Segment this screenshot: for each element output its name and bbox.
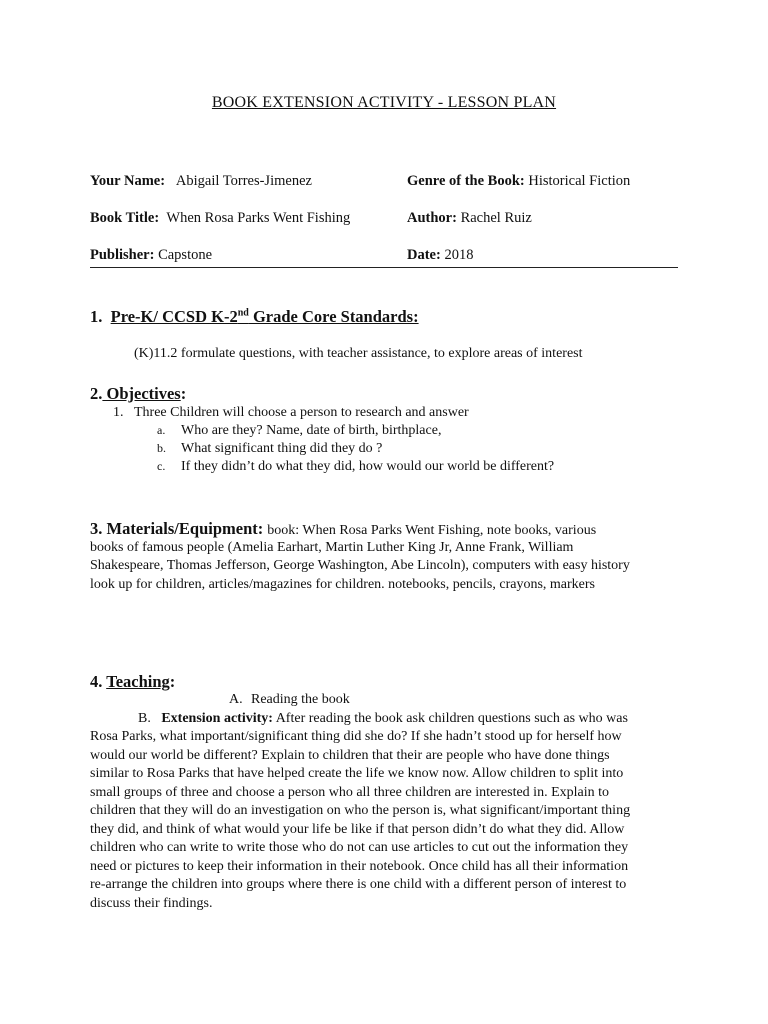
publisher-value: Capstone [158,247,213,263]
section1-title-pre: Pre-K/ CCSD K-2 [110,307,238,326]
book-title-field [90,210,350,227]
teaching-item-b-first-line [138,711,628,727]
extension-line-10: re-arrange the children into groups where there is one child with a different person of interest to [90,877,627,892]
header-divider [90,267,678,268]
extension-line-3: would our world be different? Explain to children that their are people who have done things [90,748,610,763]
author-label: Author: [407,210,457,226]
subitem-text: Who are they? Name, date of birth, birthplace, [181,423,442,438]
your-name-value: Abigail Torres-Jimenez [175,173,312,189]
section4-number: 4. [90,672,107,691]
extension-activity-label: Extension activity: [161,711,273,726]
objective-subitem-b [157,441,382,457]
section1-heading [90,307,419,327]
teaching-item-a-text: Reading the book [251,692,350,707]
materials-line-3: Shakespeare, Thomas Jefferson, George Washington, Abe Lincoln), computers with easy history [90,558,630,573]
section3-first-line [90,519,596,539]
extension-line-11: discuss their findings. [90,896,213,911]
extension-line-8: children who can write to write those who do not can use articles to cut out the information they [90,840,629,855]
section1-title [111,307,419,326]
objective-item-1 [113,405,469,421]
materials-line-1: book: When Rosa Parks Went Fishing, note books, various [267,523,597,538]
teaching-item-b-marker: B. [138,711,151,726]
subitem-text: What significant thing did they do ? [181,441,383,456]
publisher-field [90,247,212,264]
subitem-marker: b. [157,441,166,455]
your-name-label: Your Name: [90,173,166,189]
section4-colon: : [169,672,176,691]
section1-title-post: Grade Core Standards: [248,307,419,326]
section1-number: 1. [90,307,103,326]
extension-line-6: children that they will do an investigation on who the person is, what significant/important thing [90,803,631,818]
extension-line-1: After reading the book ask children questions such as who was [275,711,628,726]
extension-line-5: small groups of three and choose a person who all three children are interested in. Explain to [90,785,609,800]
section3-heading: 3. Materials/Equipment: [90,519,264,538]
objective-subitem-a [157,423,441,439]
date-label: Date: [407,247,441,263]
book-title-value: When Rosa Parks Went Fishing [166,210,351,226]
section2-number: 2. [90,384,103,403]
extension-line-2: Rosa Parks, what important/significant thing did she do? If she hadn’t stood up for herself how [90,729,622,744]
section1-standard-text: (K)11.2 formulate questions, with teacher assistance, to explore areas of interest [134,346,583,361]
section2-title: Objectives [102,384,181,403]
objective-subitem-c [157,459,554,475]
section1-title-sup: nd [237,307,249,319]
subitem-text: If they didn’t do what they did, how would our world be different? [181,459,555,474]
document-title: BOOK EXTENSION ACTIVITY - LESSON PLAN [211,94,557,111]
extension-line-7: they did, and think of what would your life be like if that person didn’t do what they did. Allow [90,822,625,837]
objective-item-1-text: Three Children will choose a person to research and answer [134,405,469,420]
genre-field [407,173,630,190]
author-field [407,210,532,227]
section4-title: Teaching [106,672,170,691]
date-field [407,247,473,264]
teaching-item-a-marker: A. [229,692,243,707]
extension-line-4: similar to Rosa Parks that have helped create the life we know now. Allow children to split into [90,766,624,781]
genre-value: Historical Fiction [528,173,631,189]
section2-colon: : [180,384,187,403]
subitem-marker: c. [157,459,166,473]
extension-line-9: need or pictures to keep their information in their notebook. Once child has all their information [90,859,629,874]
genre-label: Genre of the Book: [407,173,525,189]
teaching-item-a [229,692,350,708]
book-title-label: Book Title: [90,210,160,226]
section2-heading [90,384,186,404]
section4-heading [90,672,175,692]
author-value: Rachel Ruiz [460,210,532,226]
materials-line-4: look up for children, articles/magazines for children. notebooks, pencils, crayons, markers [90,577,596,592]
date-value: 2018 [444,247,474,263]
subitem-marker: a. [157,423,166,437]
materials-line-2: books of famous people (Amelia Earhart, Martin Luther King Jr, Anne Frank, William [90,540,574,555]
your-name-field [90,173,312,190]
objective-item-1-number: 1. [113,405,124,420]
publisher-label: Publisher: [90,247,155,263]
